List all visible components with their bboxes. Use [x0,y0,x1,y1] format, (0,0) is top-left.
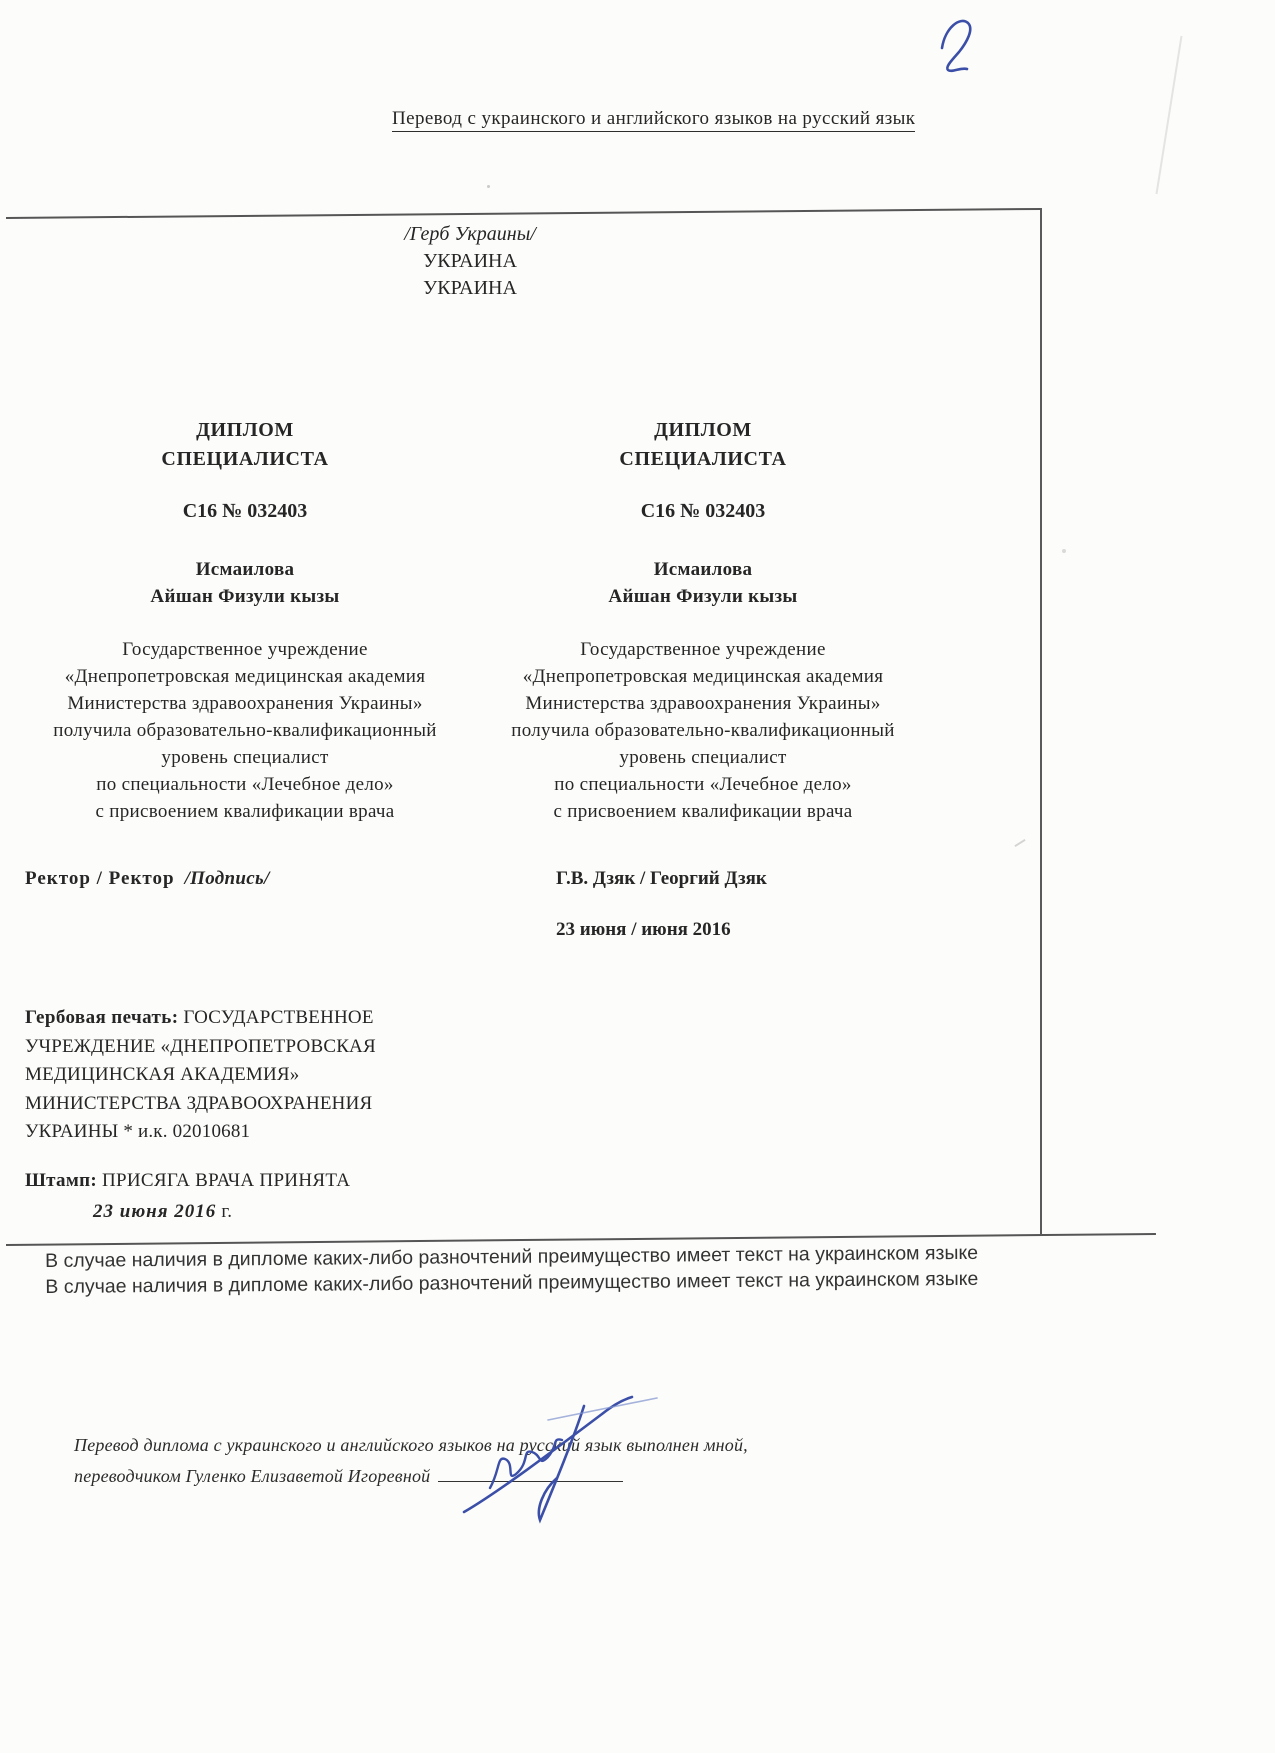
diploma-title-line1: ДИПЛОМ [196,419,294,441]
seal-text: ГОСУДАРСТВЕННОЕ [183,1007,374,1028]
scan-artifact [1014,839,1025,847]
seal-line2: УЧРЕЖДЕНИЕ «ДНЕПРОПЕТРОВСКАЯ [25,1035,376,1057]
diploma-body [472,636,934,825]
translator-name: переводчиком Гуленко Елизаветой Игоревной [74,1466,431,1486]
diploma-title-line1: ДИПЛОМ [654,419,752,441]
holder-name [486,556,920,610]
stamp-date-line [25,1201,350,1223]
disclaimer-block [45,1238,1175,1300]
disclaimer-line-1: В случае наличия в дипломе каких-либо разночтений преимущество имеет текст на украинском языке [45,1241,979,1272]
diploma-body-line: «Днепропетровская медицинская академия [64,666,426,687]
rector-role: Ректор / Ректор [25,868,175,889]
diploma-body-line: Государственное учреждение [580,639,826,660]
diploma-body-line: по специальности «Лечебное дело» [96,774,394,795]
stamp-line1 [25,1170,350,1192]
country-name-line2: УКРАИНА [423,277,517,299]
diploma-title-line2: СПЕЦИАЛИСТА [619,448,787,470]
emblem-block [0,221,940,302]
diploma-body [14,636,476,825]
stamp-date: 23 июня 2016 [93,1201,217,1222]
diploma-body-line: «Днепропетровская медицинская академия [522,666,884,687]
stamp-label: Штамп: [25,1170,97,1191]
diploma-body-line: Государственное учреждение [122,639,368,660]
seal-line4: МИНИСТЕРСТВА ЗДРАВООХРАНЕНИЯ [25,1092,373,1114]
emblem-note: /Герб Украины/ [404,223,536,245]
diploma-body-line: уровень специалист [619,747,787,768]
holder-name [28,556,462,610]
diploma-title [486,416,920,474]
diploma-number: С16 № 032403 [640,500,766,522]
issue-date-line: 23 июня / июня 2016 [556,919,731,940]
holder-surname: Исмаилова [195,559,295,580]
signatory-name-line: Г.В. Дзяк / Георгий Дзяк [556,868,767,889]
country-name-line1: УКРАИНА [423,250,517,272]
scan-artifact [1155,36,1182,194]
stamp-text: ПРИСЯГА ВРАЧА ПРИНЯТА [102,1170,351,1191]
seal-line3: МЕДИЦИНСКАЯ АКАДЕМИЯ» [25,1064,300,1085]
diploma-body-line: Министерства здравоохранения Украины» [67,693,423,714]
diploma-body-line: получила образовательно-квалификационный [53,720,437,741]
seal-note [25,1004,485,1147]
frame-right-border [1040,208,1042,1234]
holder-surname: Исмаилова [653,559,753,580]
diploma-body-line: Министерства здравоохранения Украины» [525,693,881,714]
stamp-note [25,1170,350,1223]
stamp-date-suffix: г. [221,1201,233,1222]
scan-artifact [1062,549,1066,553]
diploma-body-line: с присвоением квалификации врача [553,801,853,822]
scan-artifact [487,185,490,188]
translator-statement-line1: Перевод диплома с украинского и английского языков на русский язык выполнен мной, [74,1435,748,1455]
seal-line5: УКРАИНЫ * и.к. 02010681 [25,1121,251,1142]
rector-signature-line [25,868,270,890]
diploma-body-line: с присвоением квалификации врача [95,801,395,822]
handwritten-page-number [936,12,982,76]
diploma-body-line: получила образовательно-квалификационный [511,720,895,741]
translation-header-text: Перевод с украинского и английского языков на русский язык [392,108,915,132]
diploma-body-line: уровень специалист [161,747,329,768]
disclaimer-line-2: В случае наличия в дипломе каких-либо разночтений преимущество имеет текст на украинском языке [45,1267,979,1298]
seal-label: Гербовая печать: [25,1007,179,1028]
diploma-title [28,416,462,474]
signature-placeholder: /Подпись/ [184,868,270,889]
holder-given-names: Айшан Физули кызы [150,586,340,607]
seal-line1 [25,1004,485,1033]
diploma-title-line2: СПЕЦИАЛИСТА [161,448,329,470]
diploma-number: С16 № 032403 [182,500,308,522]
frame-top-border [6,208,1042,219]
translation-header [392,108,915,130]
diploma-body-line: по специальности «Лечебное дело» [554,774,852,795]
handwritten-signature [452,1390,667,1530]
holder-given-names: Айшан Физули кызы [608,586,798,607]
